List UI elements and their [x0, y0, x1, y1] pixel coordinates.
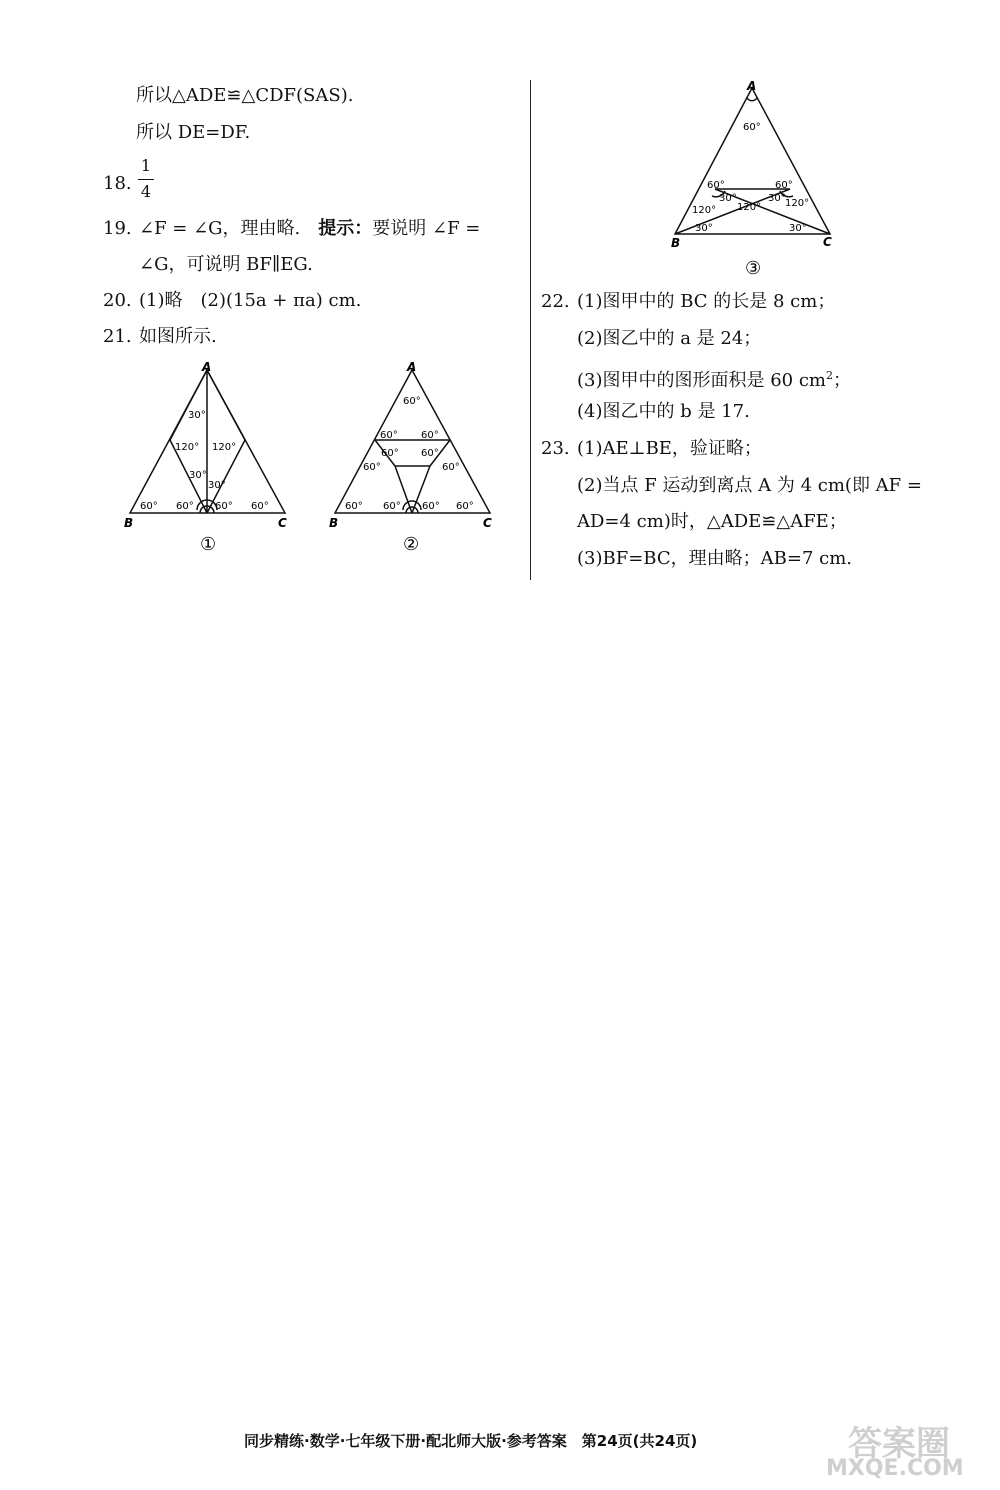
q22-part-3: (3)图甲中的图形面积是 60 cm: [577, 370, 826, 391]
fig1-label-c: C: [278, 516, 287, 530]
figure-3: [665, 80, 845, 280]
fig3-angle-30-left: 30°: [719, 193, 737, 204]
fig3-angle-60-right: 60°: [775, 180, 793, 191]
q22-line-3: [577, 364, 851, 393]
fig1-label-b: B: [124, 516, 134, 530]
q19-answer: ∠F = ∠G，理由略.: [139, 218, 301, 239]
fig1-angle-60-bottom-right: 60°: [215, 501, 233, 512]
q22-number: 22.: [541, 291, 570, 312]
q20-text: (1)略 (2)(15a + πa) cm.: [139, 290, 362, 311]
fig1-angle-60-bottom-left: 60°: [176, 501, 194, 512]
q23-number: 23.: [541, 438, 570, 459]
fig1-angle-120-right: 120°: [212, 442, 237, 453]
fig2-angle-60-bottom-right: 60°: [422, 501, 440, 512]
q22-line-1: [541, 290, 835, 314]
fig2-label-a: A: [407, 360, 417, 374]
fig2-angle-60-mid-right-2: 60°: [421, 448, 439, 459]
watermark-logo: 答案圈: [848, 1424, 950, 1464]
page-footer: 同步精练·数学·七年级下册·配北师大版·参考答案 第24页(共24页): [244, 1432, 698, 1450]
fig3-angle-60-top: 60°: [743, 122, 761, 133]
fig2-angle-60-b: 60°: [345, 501, 363, 512]
fig2-angle-60-side-left: 60°: [363, 462, 381, 473]
q18-denominator: 4: [140, 182, 152, 201]
figure-1: [120, 360, 300, 560]
fig3-angle-30-c: 30°: [789, 223, 807, 234]
fig2-angle-60-mid-left-2: 60°: [381, 448, 399, 459]
fig1-angle-30-mid-2: 30°: [208, 480, 226, 491]
q23-part-1: (1)AE⊥BE，验证略；: [577, 438, 762, 459]
fig2-angle-60-mid-left: 60°: [380, 430, 398, 441]
q18-fraction: [138, 156, 154, 204]
fig2-angle-60-bottom-left: 60°: [383, 501, 401, 512]
q21-number: 21.: [103, 326, 132, 347]
fig3-caption: ③: [745, 258, 762, 279]
column-divider: [530, 80, 531, 580]
q23-line-1: [541, 437, 762, 461]
fig2-angle-60-side-right: 60°: [442, 462, 460, 473]
watermark-url: MXQE.COM: [826, 1456, 964, 1481]
q19-hint-text: 要说明 ∠F =: [372, 218, 481, 239]
q18-numerator: 1: [140, 156, 152, 175]
q22-part-4: (4)图乙中的 b 是 17.: [577, 401, 750, 422]
fig1-label-a: A: [202, 360, 212, 374]
q19-number: 19.: [103, 218, 132, 239]
fig3-label-b: B: [671, 236, 681, 250]
q20-number: 20.: [103, 290, 132, 311]
fig2-caption: ②: [403, 534, 420, 555]
q22-part-2: (2)图乙中的 a 是 24；: [577, 328, 762, 349]
q23-part-2: (2)当点 F 运动到离点 A 为 4 cm(即 AF =: [577, 475, 922, 496]
q22-part-3-superscript: 2: [826, 369, 833, 382]
fig3-label-a: A: [747, 80, 757, 93]
q22-part-1: (1)图甲中的 BC 的长是 8 cm；: [577, 291, 836, 312]
q21-line: [103, 325, 217, 349]
fig3-angle-30-right: 30°: [768, 193, 786, 204]
proof-line-2: 所以 DE=DF.: [136, 122, 251, 143]
fig1-caption: ①: [200, 534, 217, 555]
q19-line-1: [103, 217, 480, 241]
fig2-angle-60-c: 60°: [456, 501, 474, 512]
fig3-angle-120-right: 120°: [785, 198, 810, 209]
q23-part-4: (3)BF=BC，理由略；AB=7 cm.: [577, 548, 852, 569]
fig1-angle-30-top: 30°: [188, 410, 206, 421]
proof-line-1: 所以△ADE≌△CDF(SAS).: [136, 85, 354, 106]
fig3-angle-30-b: 30°: [695, 223, 713, 234]
fig2-label-b: B: [329, 516, 339, 530]
q22-part-3-end: ；: [833, 370, 851, 391]
q19-line-2: ∠G，可说明 BF∥EG.: [139, 254, 313, 275]
fig3-label-c: C: [823, 235, 832, 249]
q23-part-3: AD=4 cm)时，△ADE≌△AFE；: [577, 511, 847, 532]
q21-text: 如图所示.: [139, 326, 217, 347]
q19-hint-label: 提示：: [318, 218, 373, 239]
fig2-angle-60-mid-right: 60°: [421, 430, 439, 441]
fig1-angle-120-left: 120°: [175, 442, 200, 453]
fig1-angle-60-b: 60°: [140, 501, 158, 512]
q20-line: [103, 289, 361, 313]
fig1-angle-60-c: 60°: [251, 501, 269, 512]
fig3-angle-120-left: 120°: [692, 205, 717, 216]
fig3-angle-120-mid: 120°: [737, 202, 762, 213]
fig1-angle-30-mid: 30°: [189, 470, 207, 481]
fig3-angle-60-left: 60°: [707, 180, 725, 191]
q18-number: 18.: [103, 173, 132, 194]
fig2-angle-60-top: 60°: [403, 396, 421, 407]
figure-2: [325, 360, 505, 560]
fig2-label-c: C: [483, 516, 492, 530]
